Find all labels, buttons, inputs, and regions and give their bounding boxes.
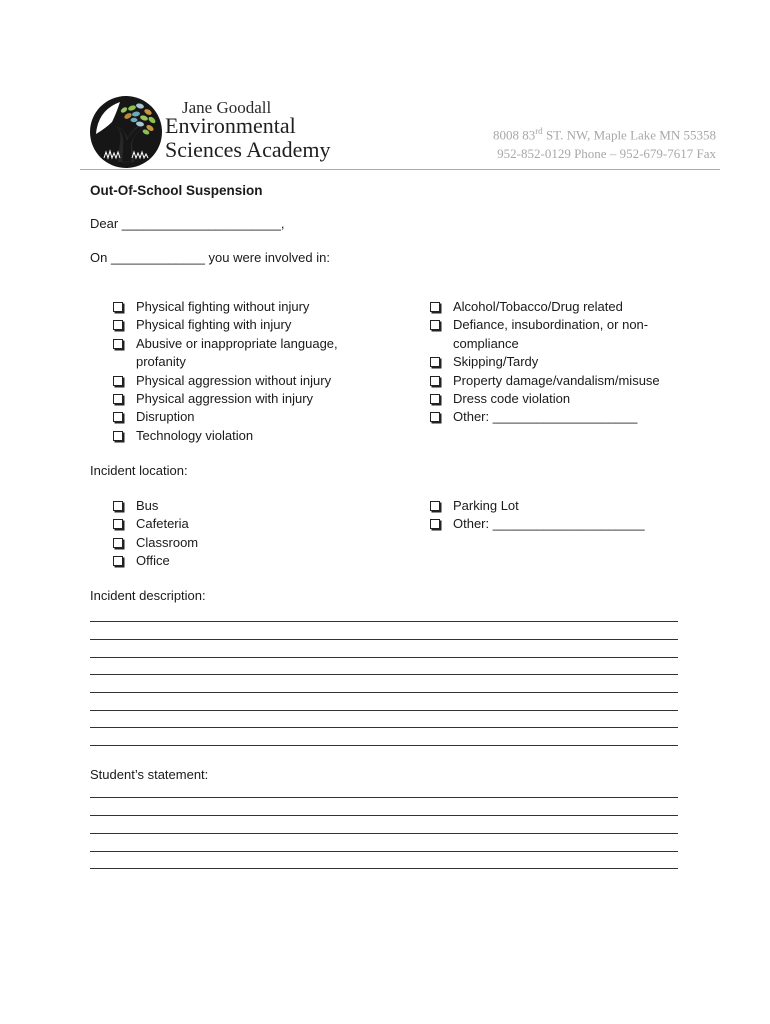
checkbox-item[interactable]: Cafeteria: [112, 515, 312, 533]
checkbox-item[interactable]: Technology violation: [112, 427, 362, 445]
checkbox-item[interactable]: Alcohol/Tobacco/Drug related: [429, 298, 689, 316]
checkbox-icon[interactable]: [430, 357, 440, 367]
checkbox-icon[interactable]: [113, 302, 123, 312]
checkbox-icon[interactable]: [430, 519, 440, 529]
school-name-line2: Environmental: [165, 113, 296, 138]
checkbox-icon[interactable]: [430, 394, 440, 404]
checkbox-item[interactable]: Other: ____________________: [429, 408, 689, 426]
checkbox-icon[interactable]: [430, 501, 440, 511]
school-name-main: [165, 114, 331, 162]
description-line[interactable]: [90, 639, 678, 640]
statement-line[interactable]: [90, 868, 678, 869]
checkbox-icon[interactable]: [430, 412, 440, 422]
checkbox-icon[interactable]: [113, 431, 123, 441]
checkbox-item[interactable]: Skipping/Tardy: [429, 353, 689, 371]
form-title: Out-Of-School Suspension: [90, 183, 263, 198]
description-line[interactable]: [90, 674, 678, 675]
statement-line[interactable]: [90, 815, 678, 816]
description-line[interactable]: [90, 621, 678, 622]
checkbox-item[interactable]: Office: [112, 552, 312, 570]
date-involvement-line: On _____________ you were involved in:: [90, 250, 330, 265]
school-address: [493, 122, 716, 163]
statement-line[interactable]: [90, 833, 678, 834]
checkbox-item[interactable]: Classroom: [112, 534, 312, 552]
involvement-list-right: [429, 298, 689, 427]
checkbox-item[interactable]: Physical aggression without injury: [112, 372, 362, 390]
checkbox-item[interactable]: Physical fighting with injury: [112, 316, 362, 334]
description-line[interactable]: [90, 745, 678, 746]
statement-line[interactable]: [90, 797, 678, 798]
checkbox-item[interactable]: Disruption: [112, 408, 362, 426]
description-line[interactable]: [90, 710, 678, 711]
checkbox-item[interactable]: Physical fighting without injury: [112, 298, 362, 316]
involvement-list-left: [112, 298, 362, 445]
checkbox-item[interactable]: Parking Lot: [429, 497, 689, 515]
checkbox-icon[interactable]: [113, 556, 123, 566]
address-line: 8008 83rd ST. NW, Maple Lake MN 55358: [492, 126, 716, 143]
checkbox-icon[interactable]: [113, 519, 123, 529]
checkbox-icon[interactable]: [113, 412, 123, 422]
student-statement-label: Student’s statement:: [90, 767, 209, 782]
location-list-right: [429, 497, 689, 534]
school-name-line1: Jane Goodall: [182, 98, 272, 117]
description-line[interactable]: [90, 657, 678, 658]
school-name-line3: Sciences Academy: [165, 137, 331, 162]
description-line[interactable]: [90, 727, 678, 728]
checkbox-icon[interactable]: [113, 394, 123, 404]
school-logo-tree-icon: [88, 92, 164, 172]
description-line[interactable]: [90, 692, 678, 693]
statement-line[interactable]: [90, 851, 678, 852]
checkbox-icon[interactable]: [430, 302, 440, 312]
checkbox-icon[interactable]: [113, 501, 123, 511]
checkbox-item[interactable]: Abusive or inappropriate language, profanity: [112, 335, 362, 372]
checkbox-icon[interactable]: [113, 538, 123, 548]
dear-line: Dear ______________________,: [90, 216, 285, 231]
checkbox-item[interactable]: Dress code violation: [429, 390, 689, 408]
checkbox-icon[interactable]: [113, 320, 123, 330]
incident-location-label: Incident location:: [90, 463, 188, 478]
checkbox-item[interactable]: Bus: [112, 497, 312, 515]
checkbox-item[interactable]: Physical aggression with injury: [112, 390, 362, 408]
checkbox-item[interactable]: Defiance, insubordination, or non-compliance: [429, 316, 653, 353]
incident-description-label: Incident description:: [90, 588, 206, 603]
checkbox-item[interactable]: Property damage/vandalism/misuse: [429, 372, 689, 390]
checkbox-icon[interactable]: [430, 320, 440, 330]
checkbox-icon[interactable]: [430, 376, 440, 386]
checkbox-icon[interactable]: [113, 376, 123, 386]
location-list-left: [112, 497, 312, 571]
checkbox-item[interactable]: Other: _____________________: [429, 515, 689, 533]
checkbox-icon[interactable]: [113, 339, 123, 349]
header-divider: [80, 169, 720, 170]
phone-fax-line: 952-852-0129 Phone – 952-679-7617 Fax: [497, 146, 716, 162]
